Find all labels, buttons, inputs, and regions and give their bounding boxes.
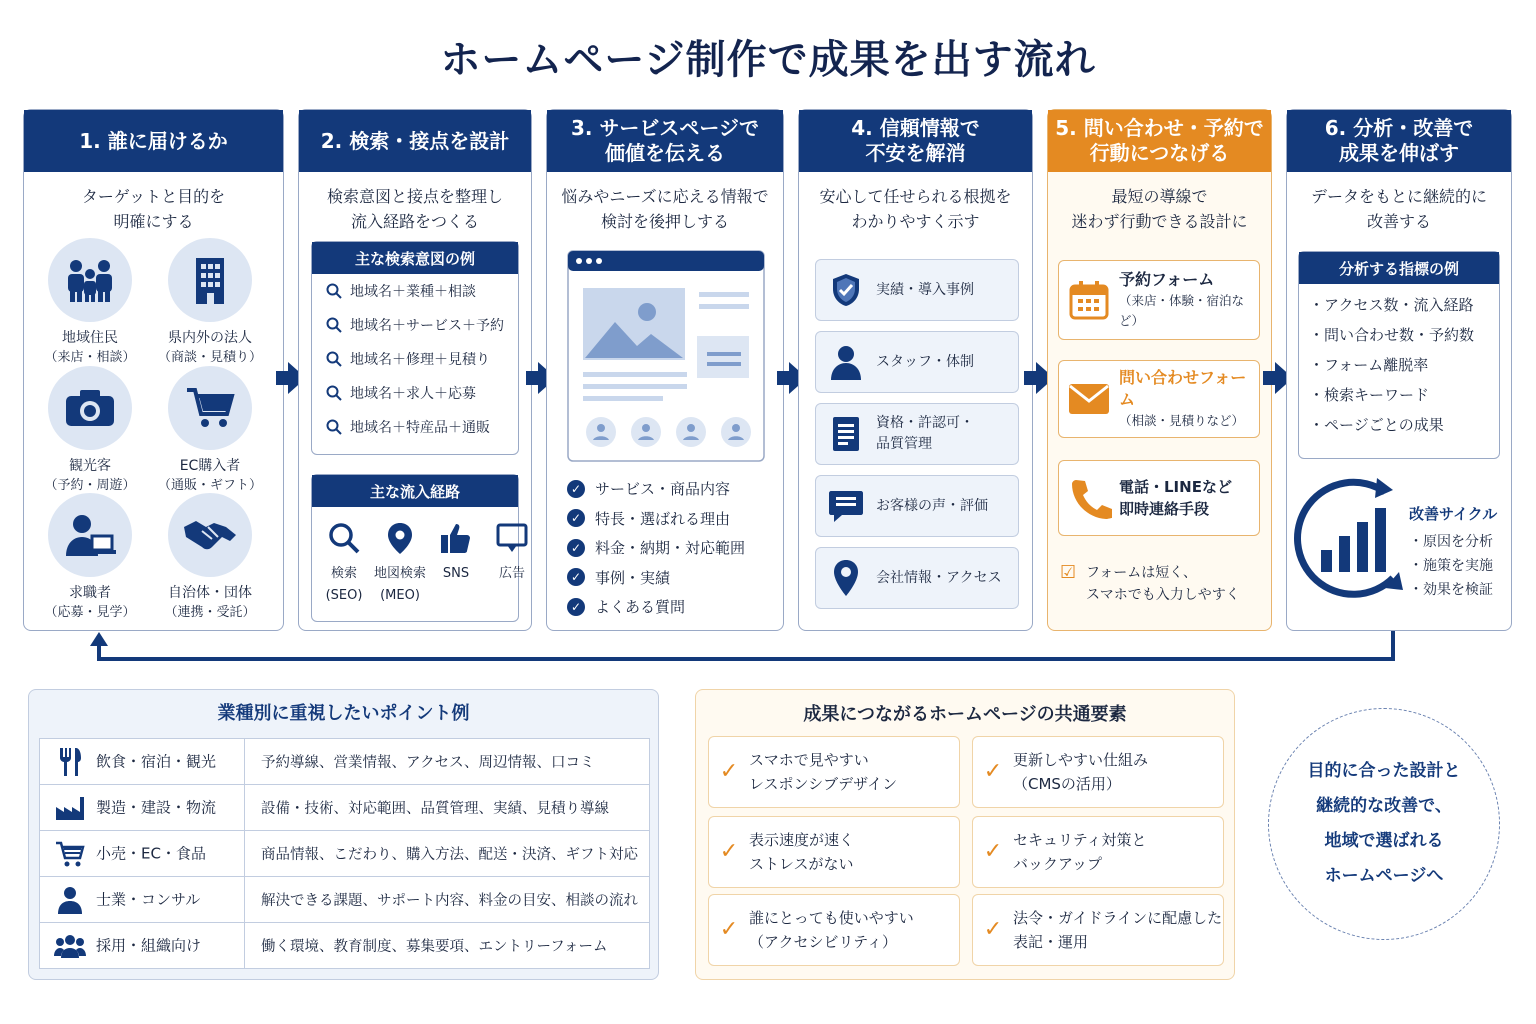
- check-circle-icon: ✓: [567, 480, 585, 498]
- step-heading: 6. 分析・改善で 成果を伸ばす: [1287, 110, 1511, 172]
- persona-sub: （応募・見学）: [44, 605, 136, 620]
- checkbox-icon: ☑: [1060, 562, 1077, 583]
- cycle-item: ・原因を分析: [1409, 534, 1493, 550]
- search-icon: [326, 283, 342, 299]
- cart-icon: [168, 366, 252, 450]
- persona-local-residents: [30, 238, 150, 368]
- step-card-4: [798, 109, 1033, 631]
- search-intent-item: 地域名＋業種＋相談: [312, 274, 518, 308]
- common-elements-panel: [695, 689, 1235, 980]
- action-sub: （来店・体験・宿泊など）: [1119, 293, 1245, 328]
- loop-line: [97, 645, 101, 661]
- mail-icon: [1059, 383, 1119, 415]
- step-description: 最短の導線で 迷わず行動できる設計に: [1071, 187, 1248, 231]
- trust-item: お客様の声・評価: [815, 475, 1019, 537]
- persona-sub: （通販・ギフト）: [157, 478, 262, 493]
- persona-municipalities: [150, 493, 270, 623]
- step-heading: 1. 誰に届けるか: [24, 110, 283, 172]
- channel-meo: 地図検索 (MEO): [372, 521, 428, 607]
- persona-label: 自治体・団体: [168, 585, 252, 601]
- jobseeker-icon: [48, 493, 132, 577]
- step-description: 悩みやニーズに応える情報で 検討を後押しする: [561, 187, 769, 231]
- service-check-item: ✓ 特長・選ばれる理由: [547, 504, 785, 534]
- map-pin-icon: [383, 521, 417, 555]
- checkmark-icon: ✓: [983, 917, 1003, 942]
- closing-line: ホームページへ: [1324, 866, 1444, 886]
- service-check-item: ✓ 事例・実績: [547, 563, 785, 593]
- handshake-icon: [168, 493, 252, 577]
- persona-label: 地域住民: [62, 330, 118, 346]
- persona-label: EC購入者: [179, 458, 241, 474]
- metric-item: ・ページごとの成果: [1309, 416, 1444, 434]
- cart-icon: [50, 840, 90, 868]
- persona-label: 県内外の法人: [168, 330, 252, 346]
- step-description: 検索意図と接点を整理し 流入経路をつくる: [326, 187, 503, 231]
- channel-sns: SNS: [428, 521, 484, 607]
- person-icon: [50, 886, 90, 914]
- trust-item: スタッフ・体制: [815, 331, 1019, 393]
- browser-mockup-icon: [567, 250, 765, 462]
- search-icon: [326, 317, 342, 333]
- service-check-item: ✓ サービス・商品内容: [547, 474, 785, 504]
- step-card-3: [546, 109, 784, 631]
- common-item: ✓ スマホで見やすい レスポンシブデザイン: [708, 736, 960, 808]
- step-heading: 4. 信頼情報で 不安を解消: [799, 110, 1032, 172]
- step-description: データをもとに継続的に 改善する: [1310, 187, 1487, 231]
- action-reservation-form: [1058, 260, 1260, 340]
- search-intent-item: 地域名＋求人＋応募: [312, 376, 518, 410]
- action-note: ☑ フォームは短く、 スマホでも入力しやすく: [1060, 562, 1240, 606]
- service-check-item: ✓ 料金・納期・対応範囲: [547, 533, 785, 563]
- step-card-5: [1047, 109, 1272, 631]
- phone-icon: [1059, 478, 1119, 518]
- common-item: ✓ 表示速度が速く ストレスがない: [708, 816, 960, 888]
- persona-label: 求職者: [69, 585, 111, 601]
- table-row: 製造・建設・物流 設備・技術、対応範囲、品質管理、実績、見積り導線: [40, 785, 650, 831]
- industry-table: [39, 738, 650, 969]
- cycle-item: ・効果を検証: [1409, 582, 1493, 598]
- common-item: ✓ 法令・ガイドラインに配慮した 表記・運用: [972, 894, 1224, 966]
- improvement-cycle: [1409, 502, 1497, 602]
- loop-line: [97, 657, 1395, 661]
- service-check-item: ✓ よくある質問: [547, 592, 785, 622]
- table-row: 小売・EC・食品 商品情報、こだわり、購入方法、配送・決済、ギフト対応: [40, 831, 650, 877]
- cycle-title: 改善サイクル: [1409, 505, 1498, 523]
- metric-item: ・検索キーワード: [1309, 386, 1430, 404]
- channel-seo: 検索 (SEO): [316, 521, 372, 607]
- action-sub: （相談・見積りなど）: [1119, 413, 1245, 428]
- common-title: 成果につながるホームページの共通要素: [803, 704, 1127, 725]
- metrics-title: 分析する指標の例: [1299, 252, 1499, 284]
- persona-label: 観光客: [69, 458, 111, 474]
- search-icon: [327, 521, 361, 555]
- search-intent-box: [311, 241, 519, 455]
- document-icon: [816, 416, 876, 452]
- family-icon: [48, 238, 132, 322]
- search-icon: [326, 419, 342, 435]
- building-icon: [168, 238, 252, 322]
- camera-icon: [48, 366, 132, 450]
- search-intent-item: 地域名＋サービス＋予約: [312, 308, 518, 342]
- channels-box: [311, 474, 525, 622]
- speech-bubble-icon: [816, 489, 876, 523]
- factory-icon: [50, 795, 90, 821]
- closing-line: 継続的な改善で、: [1316, 796, 1452, 816]
- fork-knife-icon: [50, 747, 90, 777]
- cycle-item: ・施策を実施: [1409, 558, 1493, 574]
- metric-item: ・アクセス数・流入経路: [1309, 296, 1474, 314]
- persona-corporations: [150, 238, 270, 368]
- persona-sub: （商談・見積り）: [157, 350, 262, 365]
- industry-title: 業種別に重視したいポイント例: [217, 703, 470, 724]
- search-icon: [326, 351, 342, 367]
- persona-sub: （予約・周遊）: [44, 478, 136, 493]
- checkmark-icon: ✓: [983, 759, 1003, 784]
- action-inquiry-form: [1058, 360, 1260, 438]
- channels-title: 主な流入経路: [312, 475, 518, 507]
- table-row: 採用・組織向け 働く環境、教育制度、募集要項、エントリーフォーム: [40, 923, 650, 969]
- metric-item: ・フォーム離脱率: [1309, 356, 1429, 374]
- search-intent-item: 地域名＋修理＋見積り: [312, 342, 518, 376]
- action-phone-line: [1058, 460, 1260, 536]
- shield-check-icon: [816, 272, 876, 308]
- action-title: 電話・LINEなど 即時連絡手段: [1119, 478, 1232, 518]
- group-icon: [50, 934, 90, 958]
- step-heading: 5. 問い合わせ・予約で 行動につなげる: [1048, 110, 1271, 172]
- checkmark-icon: ✓: [719, 839, 739, 864]
- metrics-box: [1298, 251, 1500, 459]
- step-heading: 3. サービスページで 価値を伝える: [547, 110, 783, 172]
- check-circle-icon: ✓: [567, 568, 585, 586]
- trust-item: 実績・導入事例: [815, 259, 1019, 321]
- improvement-cycle-icon: [1293, 470, 1409, 610]
- loop-arrow-icon: [90, 632, 108, 646]
- channel-ads: 広告: [484, 521, 540, 607]
- table-row: 飲食・宿泊・観光 予約導線、営業情報、アクセス、周辺情報、口コミ: [40, 739, 650, 785]
- common-item: ✓ 更新しやすい仕組み （CMSの活用）: [972, 736, 1224, 808]
- persona-sub: （来店・相談）: [44, 350, 136, 365]
- check-circle-icon: ✓: [567, 598, 585, 616]
- persona-job-seekers: [30, 493, 150, 623]
- closing-line: 目的に合った設計と: [1307, 761, 1461, 781]
- step-description: ターゲットと目的を 明確にする: [81, 187, 226, 231]
- common-item: ✓ 誰にとっても使いやすい （アクセシビリティ）: [708, 894, 960, 966]
- persona-tourists: [30, 366, 150, 496]
- search-intent-title: 主な検索意図の例: [312, 242, 518, 274]
- calendar-icon: [1059, 280, 1119, 320]
- table-row: 士業・コンサル 解決できる課題、サポート内容、料金の目安、相談の流れ: [40, 877, 650, 923]
- search-intent-item: 地域名＋特産品＋通販: [312, 410, 518, 444]
- search-icon: [326, 385, 342, 401]
- step-card-1: [23, 109, 284, 631]
- closing-message: [1268, 708, 1500, 940]
- action-title: 予約フォーム: [1119, 270, 1215, 289]
- step-description: 安心して任せられる根拠を わかりやすく示す: [819, 187, 1012, 231]
- page-title: ホームページ制作で成果を出す流れ: [440, 37, 1096, 83]
- thumbs-up-icon: [439, 521, 473, 555]
- checkmark-icon: ✓: [983, 839, 1003, 864]
- closing-line: 地域で選ばれる: [1324, 831, 1444, 851]
- checkmark-icon: ✓: [719, 759, 739, 784]
- step-card-6: [1286, 109, 1512, 631]
- persona-sub: （連携・受託）: [164, 605, 256, 620]
- action-title: 問い合わせフォーム: [1119, 368, 1247, 409]
- industry-panel: [28, 689, 659, 980]
- step-card-2: [298, 109, 532, 631]
- map-pin-icon: [816, 559, 876, 597]
- metric-item: ・問い合わせ数・予約数: [1309, 326, 1475, 344]
- step-heading: 2. 検索・接点を設計: [299, 110, 531, 172]
- ad-icon: [495, 521, 529, 555]
- persona-ec-buyers: [150, 366, 270, 496]
- trust-item: 資格・許認可・ 品質管理: [815, 403, 1019, 465]
- trust-item: 会社情報・アクセス: [815, 547, 1019, 609]
- check-circle-icon: ✓: [567, 539, 585, 557]
- common-item: ✓ セキュリティ対策と バックアップ: [972, 816, 1224, 888]
- staff-person-icon: [816, 344, 876, 380]
- checkmark-icon: ✓: [719, 917, 739, 942]
- check-circle-icon: ✓: [567, 509, 585, 527]
